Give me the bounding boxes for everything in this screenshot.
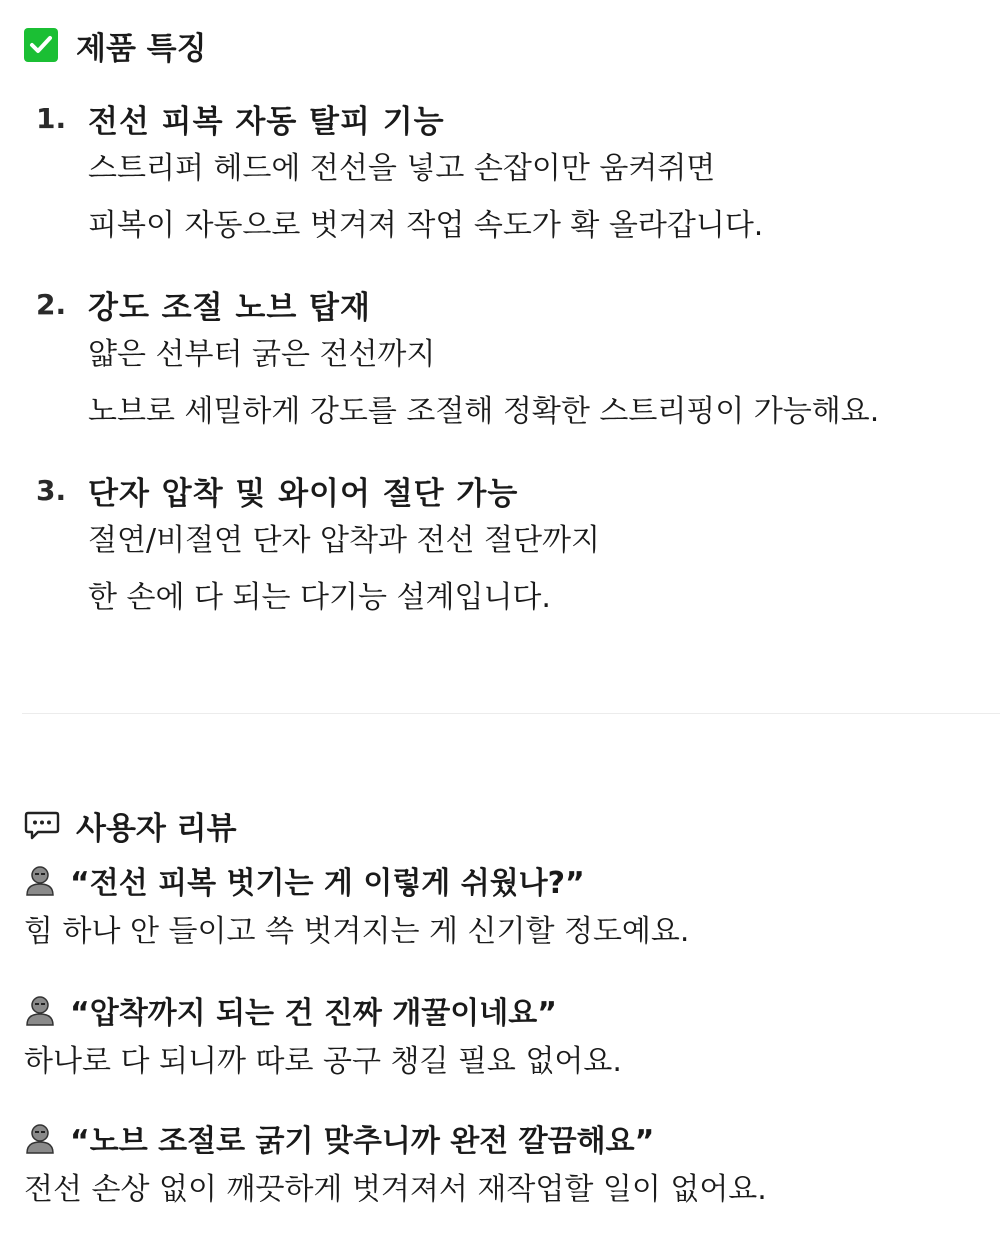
check-mark-icon	[24, 28, 58, 62]
feature-description-line: 피복이 자동으로 벗겨져 작업 속도가 확 올라갑니다.	[88, 208, 764, 243]
review-quote: “전선 피복 벗기는 게 이렇게 쉬웠나?”	[70, 866, 585, 901]
feature-item	[36, 96, 986, 254]
review-quote: “노브 조절로 굵기 맞추니까 완전 깔끔해요”	[70, 1124, 655, 1159]
speech-bubble-icon	[24, 810, 60, 840]
feature-number: 1.	[36, 101, 67, 135]
feature-description-line: 스트리퍼 헤드에 전선을 넣고 손잡이만 움켜쥐면	[88, 151, 716, 186]
review-text: 하나로 다 되니까 따로 공구 챙길 필요 없어요.	[24, 1044, 622, 1079]
feature-number: 3.	[36, 473, 67, 507]
features-title: 제품 특징	[76, 30, 207, 67]
feature-item	[36, 282, 986, 440]
feature-description-line: 절연/비절연 단자 압착과 전선 절단까지	[88, 523, 600, 558]
feature-item	[36, 468, 986, 626]
reviews-title: 사용자 리뷰	[76, 810, 237, 847]
feature-title: 전선 피복 자동 탈피 기능	[88, 103, 445, 140]
review-item	[24, 988, 994, 1092]
user-avatar-icon	[24, 994, 56, 1026]
reviews-heading	[24, 803, 237, 847]
feature-number: 2.	[36, 287, 67, 321]
review-text: 힘 하나 안 들이고 쓱 벗겨지는 게 신기할 정도예요.	[24, 914, 690, 949]
feature-description-line: 한 손에 다 되는 다기능 설계입니다.	[88, 580, 551, 615]
review-item	[24, 1116, 994, 1220]
features-heading	[24, 23, 207, 67]
feature-title: 단자 압착 및 와이어 절단 가능	[88, 475, 519, 512]
section-divider	[22, 713, 1000, 714]
feature-description-line: 얇은 선부터 굵은 전선까지	[88, 337, 436, 372]
user-avatar-icon	[24, 1122, 56, 1154]
user-avatar-icon	[24, 864, 56, 896]
feature-description-line: 노브로 세밀하게 강도를 조절해 정확한 스트리핑이 가능해요.	[88, 394, 880, 429]
review-quote: “압착까지 되는 건 진짜 개꿀이네요”	[70, 996, 557, 1031]
feature-title: 강도 조절 노브 탑재	[88, 289, 371, 326]
review-item	[24, 858, 994, 962]
review-text: 전선 손상 없이 깨끗하게 벗겨져서 재작업할 일이 없어요.	[24, 1172, 767, 1207]
